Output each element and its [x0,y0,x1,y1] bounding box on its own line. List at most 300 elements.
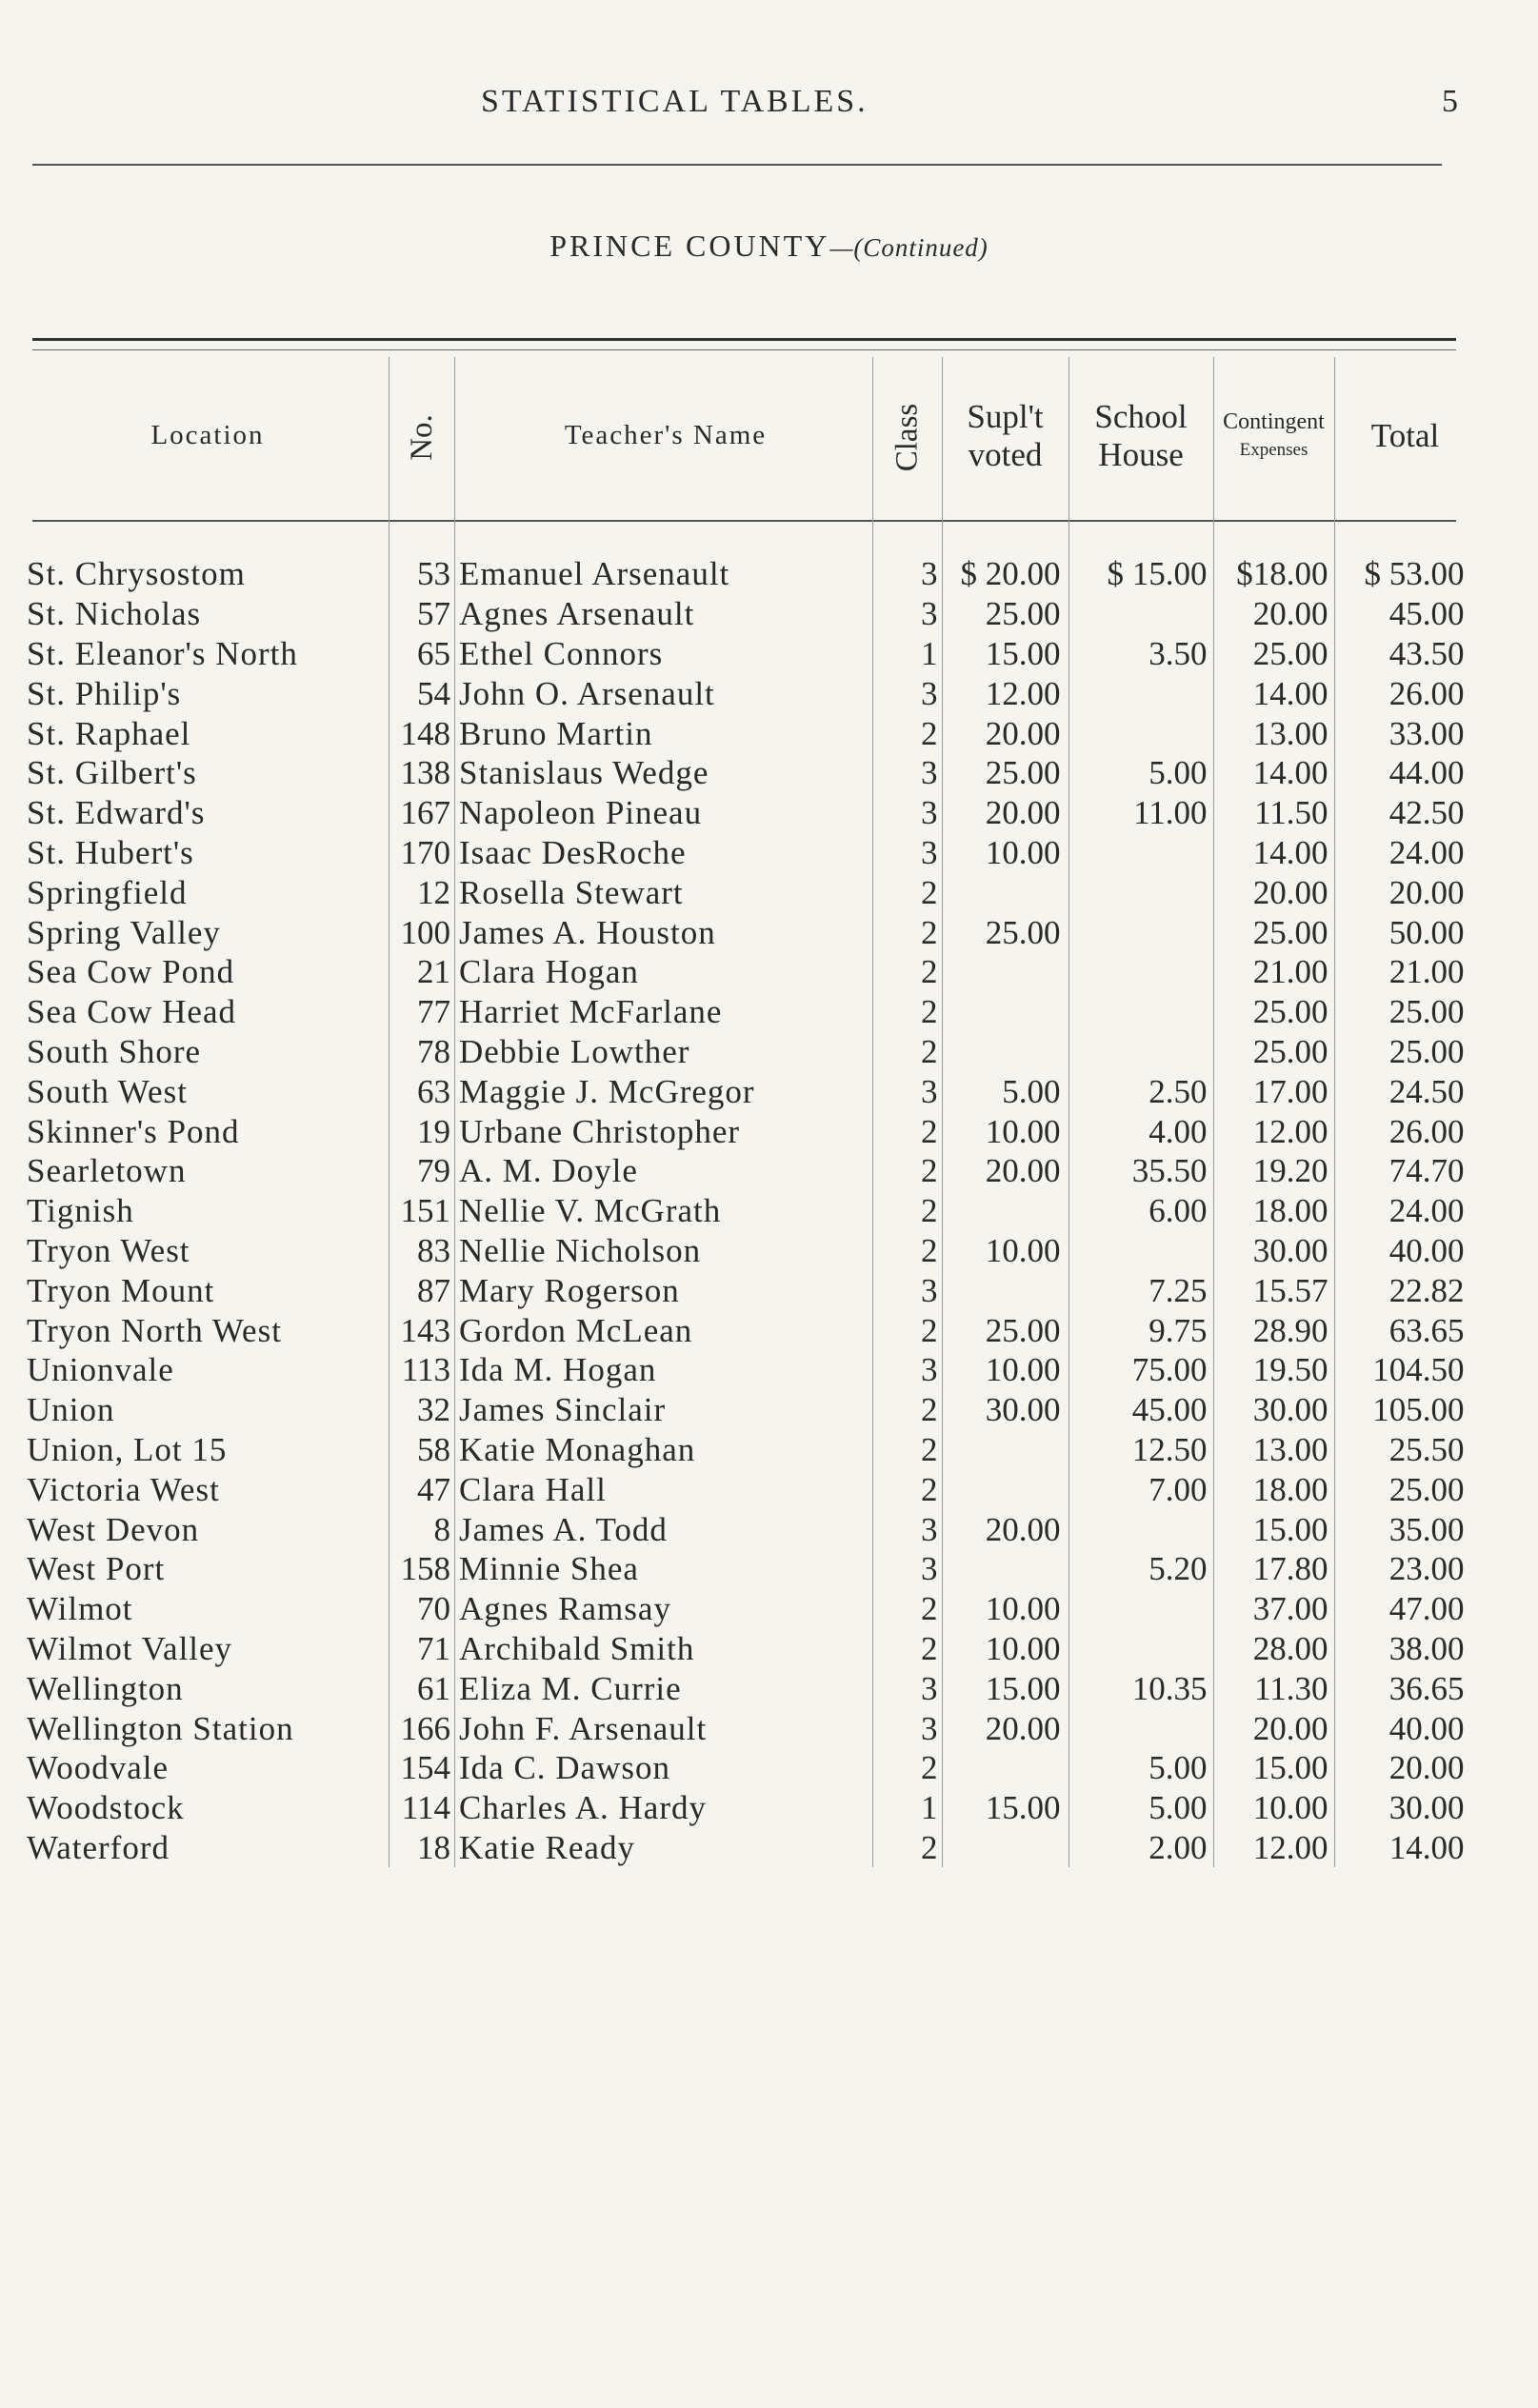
school-house-cell [1069,952,1213,992]
number-cell: 79 [389,1151,455,1191]
school-house-cell [1069,594,1213,634]
teacher-cell: Urbane Christopher [455,1111,873,1151]
teacher-cell: Clara Hall [455,1469,873,1509]
total-cell: 105.00 [1334,1390,1476,1430]
school-house-cell [1069,713,1213,753]
table-row [27,1509,1476,1549]
table-row [27,1549,1476,1589]
number-cell: 58 [389,1430,455,1470]
class-cell: 2 [873,1191,943,1231]
suplt-voted-cell [942,1430,1069,1470]
location-cell: Skinner's Pond [27,1112,240,1150]
total-cell: 24.50 [1334,1071,1476,1111]
contingent-cell: 14.00 [1213,833,1334,873]
teacher-cell: Agnes Ramsay [455,1589,873,1629]
teacher-cell: Stanislaus Wedge [455,753,873,793]
number-cell: 71 [389,1629,455,1669]
location-cell: Tryon West [27,1231,190,1269]
suplt-voted-cell: 12.00 [942,673,1069,713]
location-cell: Woodvale [27,1749,170,1787]
suplt-voted-cell: 20.00 [942,713,1069,753]
teacher-cell: Isaac DesRoche [455,833,873,873]
class-cell: 1 [873,634,943,674]
number-cell: 113 [389,1350,455,1390]
school-house-cell [1069,1032,1213,1072]
school-house-cell [1069,1708,1213,1748]
number-cell: 148 [389,713,455,753]
teacher-cell: Katie Ready [455,1828,873,1868]
total-cell: 42.50 [1334,793,1476,833]
teacher-cell: Rosella Stewart [455,872,873,912]
contingent-cell: 30.00 [1213,1231,1334,1271]
class-cell: 2 [873,1430,943,1470]
contingent-cell: 13.00 [1213,1430,1334,1470]
location-cell: Wilmot [27,1590,133,1628]
class-cell: 2 [873,1589,943,1629]
total-cell: 74.70 [1334,1151,1476,1191]
total-cell: 20.00 [1334,872,1476,912]
location-cell: Searletown [27,1152,187,1190]
suplt-voted-cell: 25.00 [942,753,1069,793]
number-cell: 167 [389,793,455,833]
location-cell: St. Edward's [27,794,206,832]
location-cell: Waterford [27,1828,170,1866]
class-cell: 3 [873,594,943,634]
location-cell: South Shore [27,1032,202,1070]
number-cell: 70 [389,1589,455,1629]
location-cell: Springfield [27,873,188,911]
total-cell: 25.00 [1334,992,1476,1032]
class-cell: 2 [873,1310,943,1350]
location-cell: St. Gilbert's [27,754,197,792]
contingent-cell: 12.00 [1213,1111,1334,1151]
school-house-cell [1069,833,1213,873]
contingent-cell: 11.30 [1213,1668,1334,1708]
class-cell: 3 [873,833,943,873]
table-row [27,1788,1476,1828]
total-cell: 25.50 [1334,1430,1476,1470]
table-row [27,1469,1476,1509]
location-cell: St. Hubert's [27,833,194,871]
contingent-cell: 13.00 [1213,713,1334,753]
teacher-cell: Ida C. Dawson [455,1748,873,1788]
suplt-voted-cell: 10.00 [942,1589,1069,1629]
contingent-cell: 15.00 [1213,1748,1334,1788]
number-cell: 114 [389,1788,455,1828]
suplt-voted-cell: 15.00 [942,634,1069,674]
contingent-cell: 28.90 [1213,1310,1334,1350]
suplt-voted-cell: $ 20.00 [942,554,1069,594]
contingent-cell: 28.00 [1213,1629,1334,1669]
location-cell: Tignish [27,1192,134,1230]
teacher-cell: Napoleon Pineau [455,793,873,833]
contingent-cell: 14.00 [1213,673,1334,713]
class-cell: 2 [873,1111,943,1151]
class-cell: 3 [873,753,943,793]
table-row [27,833,1476,873]
contingent-cell: 15.57 [1213,1270,1334,1310]
school-house-cell: $ 15.00 [1069,554,1213,594]
suplt-voted-cell: 20.00 [942,1151,1069,1191]
teacher-cell: A. M. Doyle [455,1151,873,1191]
running-title: STATISTICAL TABLES. [481,84,869,119]
school-house-cell [1069,1231,1213,1271]
total-cell: 40.00 [1334,1708,1476,1748]
suplt-voted-cell: 30.00 [942,1390,1069,1430]
number-cell: 151 [389,1191,455,1231]
suplt-voted-cell: 25.00 [942,594,1069,634]
contingent-cell: 14.00 [1213,753,1334,793]
number-cell: 54 [389,673,455,713]
class-cell: 2 [873,1748,943,1788]
number-cell: 57 [389,594,455,634]
table-row [27,1350,1476,1390]
number-cell: 83 [389,1231,455,1271]
page-number: 5 [1442,84,1458,119]
suplt-voted-cell: 20.00 [942,793,1069,833]
class-cell: 3 [873,1270,943,1310]
table-row [27,872,1476,912]
section-title [0,229,1538,264]
table-row [27,1111,1476,1151]
total-cell: 45.00 [1334,594,1476,634]
school-house-cell [1069,872,1213,912]
class-cell: 2 [873,952,943,992]
suplt-voted-cell [942,1828,1069,1868]
table-row [27,1071,1476,1111]
contingent-cell: 19.20 [1213,1151,1334,1191]
col-header-teacher: Teacher's Name [455,357,873,514]
teacher-cell: Nellie Nicholson [455,1231,873,1271]
number-cell: 65 [389,634,455,674]
table-row [27,1708,1476,1748]
contingent-cell: 12.00 [1213,1828,1334,1868]
teacher-cell: Nellie V. McGrath [455,1191,873,1231]
teacher-cell: Ethel Connors [455,634,873,674]
teacher-cell: James Sinclair [455,1390,873,1430]
class-cell: 2 [873,1828,943,1868]
location-cell: Victoria West [27,1470,220,1508]
number-cell: 8 [389,1509,455,1549]
total-cell: 40.00 [1334,1231,1476,1271]
contingent-cell: 25.00 [1213,1032,1334,1072]
teacher-cell: Eliza M. Currie [455,1668,873,1708]
location-cell: Sea Cow Pond [27,953,235,991]
suplt-voted-cell [942,1191,1069,1231]
table-row [27,1748,1476,1788]
teacher-cell: Archibald Smith [455,1629,873,1669]
table-header-row [27,357,1476,514]
suplt-voted-cell: 10.00 [942,1111,1069,1151]
table-row [27,1668,1476,1708]
school-house-cell: 5.00 [1069,753,1213,793]
school-house-cell: 5.00 [1069,1748,1213,1788]
location-cell: Union, Lot 15 [27,1430,228,1468]
location-cell: Tryon Mount [27,1271,215,1309]
class-cell: 3 [873,554,943,594]
suplt-voted-cell [942,992,1069,1032]
number-cell: 32 [389,1390,455,1430]
number-cell: 143 [389,1310,455,1350]
number-cell: 47 [389,1469,455,1509]
class-cell: 2 [873,1469,943,1509]
table-row [27,1430,1476,1470]
suplt-voted-cell [942,1032,1069,1072]
suplt-voted-cell: 10.00 [942,1629,1069,1669]
contingent-cell: 21.00 [1213,952,1334,992]
school-house-cell: 2.50 [1069,1071,1213,1111]
number-cell: 19 [389,1111,455,1151]
suplt-voted-cell: 25.00 [942,912,1069,952]
contingent-cell: 19.50 [1213,1350,1334,1390]
total-cell: 30.00 [1334,1788,1476,1828]
teacher-cell: Emanuel Arsenault [455,554,873,594]
school-house-cell [1069,1629,1213,1669]
total-cell: 26.00 [1334,1111,1476,1151]
number-cell: 138 [389,753,455,793]
teacher-cell: John O. Arsenault [455,673,873,713]
class-cell: 2 [873,1390,943,1430]
total-cell: 20.00 [1334,1748,1476,1788]
location-cell: Spring Valley [27,913,221,951]
location-cell: St. Chrysostom [27,555,246,593]
header-rule [32,164,1442,166]
table-row [27,952,1476,992]
school-house-cell: 6.00 [1069,1191,1213,1231]
school-house-cell: 11.00 [1069,793,1213,833]
col-header-total: Total [1334,357,1476,514]
school-house-cell: 75.00 [1069,1350,1213,1390]
suplt-voted-cell [942,1270,1069,1310]
table-row [27,1629,1476,1669]
location-cell: Union [27,1391,115,1429]
number-cell: 166 [389,1708,455,1748]
contingent-cell: 17.80 [1213,1549,1334,1589]
teacher-cell: Harriet McFarlane [455,992,873,1032]
contingent-cell: 17.00 [1213,1071,1334,1111]
school-house-cell: 12.50 [1069,1430,1213,1470]
location-cell: Woodstock [27,1789,185,1827]
school-house-cell [1069,912,1213,952]
number-cell: 61 [389,1668,455,1708]
table-row [27,1032,1476,1072]
suplt-voted-cell: 10.00 [942,833,1069,873]
school-house-cell: 4.00 [1069,1111,1213,1151]
number-cell: 154 [389,1748,455,1788]
teacher-cell: Maggie J. McGregor [455,1071,873,1111]
location-cell: South West [27,1072,188,1110]
total-cell: 63.65 [1334,1310,1476,1350]
total-cell: 35.00 [1334,1509,1476,1549]
total-cell: 104.50 [1334,1350,1476,1390]
teacher-cell: John F. Arsenault [455,1708,873,1748]
table-row [27,1310,1476,1350]
class-cell: 2 [873,1032,943,1072]
teacher-cell: Bruno Martin [455,713,873,753]
school-house-cell [1069,1509,1213,1549]
total-cell: 25.00 [1334,1469,1476,1509]
suplt-voted-cell [942,1549,1069,1589]
number-cell: 53 [389,554,455,594]
school-house-cell: 5.00 [1069,1788,1213,1828]
class-cell: 3 [873,1668,943,1708]
contingent-cell: 20.00 [1213,1708,1334,1748]
location-cell: Wilmot Valley [27,1629,233,1667]
total-cell: 14.00 [1334,1828,1476,1868]
number-cell: 21 [389,952,455,992]
suplt-voted-cell [942,1469,1069,1509]
number-cell: 63 [389,1071,455,1111]
table-row [27,1828,1476,1868]
school-house-cell: 5.20 [1069,1549,1213,1589]
col-header-no: No. [389,357,455,514]
table-row [27,753,1476,793]
class-cell: 3 [873,1708,943,1748]
table-row [27,713,1476,753]
county-name: PRINCE COUNTY [549,229,830,263]
location-cell: Unionvale [27,1351,174,1389]
suplt-voted-cell: 10.00 [942,1350,1069,1390]
class-cell: 3 [873,1350,943,1390]
table-row [27,793,1476,833]
spacer-row [27,514,1476,554]
location-cell: St. Raphael [27,714,191,752]
school-house-cell: 35.50 [1069,1151,1213,1191]
teacher-cell: Minnie Shea [455,1549,873,1589]
teacher-cell: James A. Todd [455,1509,873,1549]
table-row [27,634,1476,674]
page-header [0,84,1538,131]
suplt-voted-cell: 25.00 [942,1310,1069,1350]
number-cell: 77 [389,992,455,1032]
total-cell: 22.82 [1334,1270,1476,1310]
table-row [27,992,1476,1032]
class-cell: 2 [873,872,943,912]
location-cell: Sea Cow Head [27,993,237,1031]
number-cell: 78 [389,1032,455,1072]
number-cell: 12 [389,872,455,912]
teacher-cell: Charles A. Hardy [455,1788,873,1828]
col-header-school-house: School House [1069,357,1213,514]
total-cell: 21.00 [1334,952,1476,992]
table-row [27,1151,1476,1191]
col-header-suplt: Supl't voted [942,357,1069,514]
suplt-voted-cell: 20.00 [942,1708,1069,1748]
table-body [27,514,1476,1867]
suplt-voted-cell [942,1748,1069,1788]
total-cell: $ 53.00 [1334,554,1476,594]
col-header-location: Location [150,420,265,450]
class-cell: 3 [873,673,943,713]
total-cell: 44.00 [1334,753,1476,793]
suplt-voted-cell: 5.00 [942,1071,1069,1111]
class-cell: 3 [873,1071,943,1111]
contingent-cell: 10.00 [1213,1788,1334,1828]
contingent-cell: 25.00 [1213,992,1334,1032]
suplt-voted-cell [942,872,1069,912]
total-cell: 38.00 [1334,1629,1476,1669]
location-cell: St. Nicholas [27,595,202,633]
total-cell: 24.00 [1334,833,1476,873]
total-cell: 43.50 [1334,634,1476,674]
contingent-cell: 30.00 [1213,1390,1334,1430]
col-header-contingent: Contingent Expenses [1213,357,1334,514]
teacher-cell: Mary Rogerson [455,1270,873,1310]
class-cell: 2 [873,912,943,952]
statistics-table [27,357,1476,1867]
suplt-voted-cell: 20.00 [942,1509,1069,1549]
table-row [27,1191,1476,1231]
contingent-cell: 15.00 [1213,1509,1334,1549]
number-cell: 18 [389,1828,455,1868]
suplt-voted-cell [942,952,1069,992]
total-cell: 36.65 [1334,1668,1476,1708]
teacher-cell: Agnes Arsenault [455,594,873,634]
teacher-cell: Gordon McLean [455,1310,873,1350]
class-cell: 2 [873,713,943,753]
class-cell: 2 [873,1231,943,1271]
suplt-voted-cell: 10.00 [942,1231,1069,1271]
class-cell: 2 [873,1151,943,1191]
school-house-cell: 7.25 [1069,1270,1213,1310]
teacher-cell: James A. Houston [455,912,873,952]
contingent-cell: 11.50 [1213,793,1334,833]
table-row [27,554,1476,594]
class-cell: 3 [873,793,943,833]
contingent-cell: 25.00 [1213,634,1334,674]
location-cell: St. Eleanor's North [27,634,298,672]
col-header-class: Class [873,357,943,514]
school-house-cell: 10.35 [1069,1668,1213,1708]
class-cell: 2 [873,992,943,1032]
school-house-cell: 9.75 [1069,1310,1213,1350]
suplt-voted-cell: 15.00 [942,1668,1069,1708]
suplt-voted-cell: 15.00 [942,1788,1069,1828]
table-row [27,594,1476,634]
teacher-cell: Debbie Lowther [455,1032,873,1072]
total-cell: 26.00 [1334,673,1476,713]
total-cell: 23.00 [1334,1549,1476,1589]
table-row [27,673,1476,713]
table-top-rule [32,338,1456,341]
number-cell: 170 [389,833,455,873]
contingent-cell: 25.00 [1213,912,1334,952]
teacher-cell: Clara Hogan [455,952,873,992]
class-cell: 3 [873,1549,943,1589]
total-cell: 33.00 [1334,713,1476,753]
number-cell: 87 [389,1270,455,1310]
total-cell: 25.00 [1334,1032,1476,1072]
total-cell: 24.00 [1334,1191,1476,1231]
class-cell: 3 [873,1509,943,1549]
school-house-cell: 7.00 [1069,1469,1213,1509]
table-top-rule-thin [32,349,1456,350]
location-cell: West Devon [27,1510,200,1548]
table-row [27,1270,1476,1310]
class-cell: 2 [873,1629,943,1669]
contingent-cell: 18.00 [1213,1469,1334,1509]
continued-note: —(Continued) [829,233,989,262]
number-cell: 100 [389,912,455,952]
school-house-cell: 45.00 [1069,1390,1213,1430]
school-house-cell [1069,992,1213,1032]
table-row [27,1231,1476,1271]
number-cell: 158 [389,1549,455,1589]
contingent-cell: 20.00 [1213,872,1334,912]
table-row [27,912,1476,952]
teacher-cell: Katie Monaghan [455,1430,873,1470]
contingent-cell: 18.00 [1213,1191,1334,1231]
